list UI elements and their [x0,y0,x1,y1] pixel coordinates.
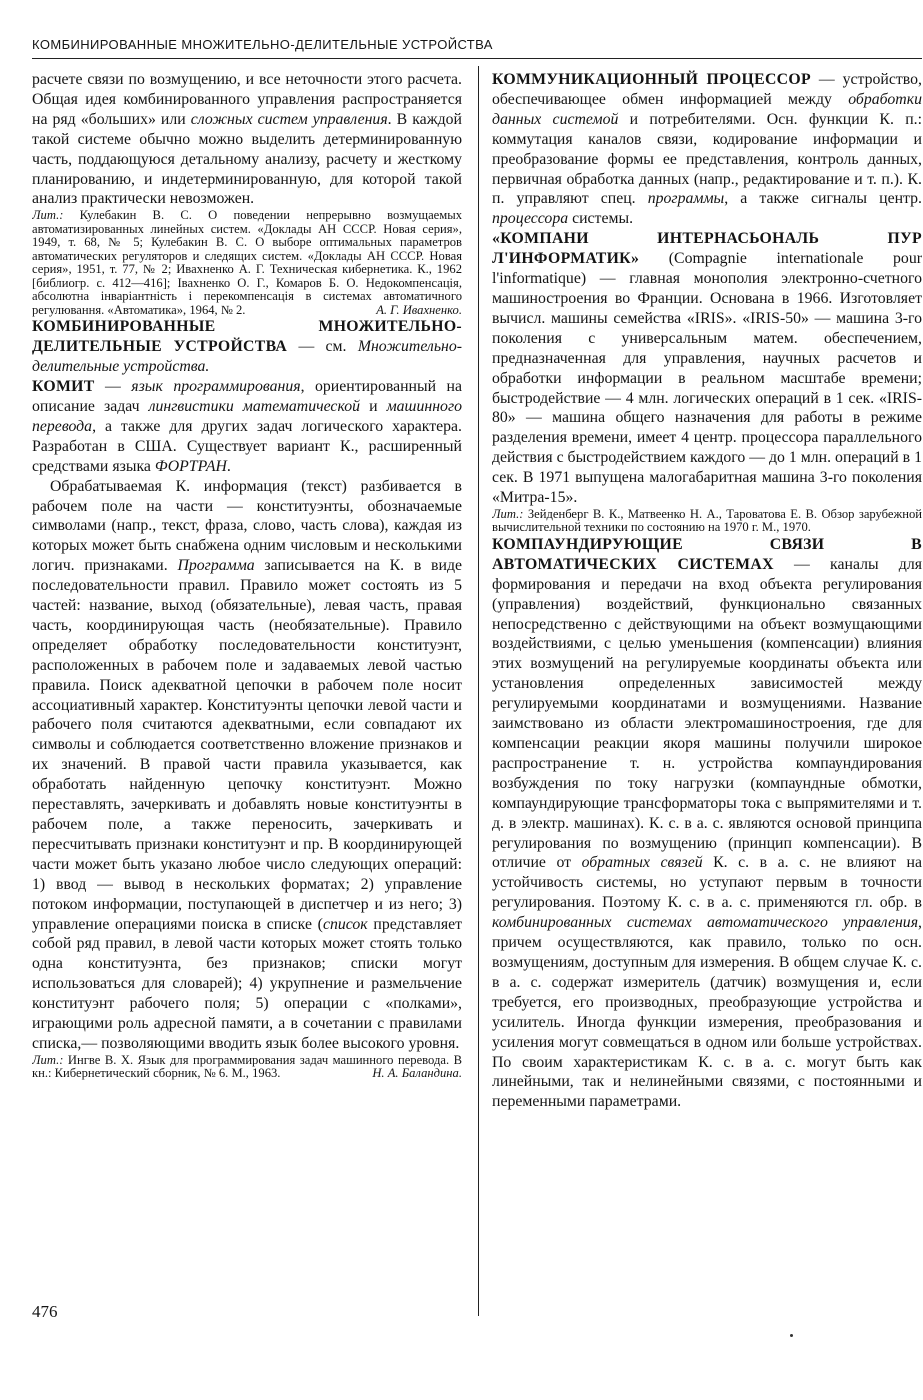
cross-ref: ФОРТРАН [154,457,227,475]
komit-paragraph-2: Обрабатываемая К. информация (текст) разбивается в рабочем поле на части — конституэнты, обозначаемые символами (напр., текст, фраза, слово, часть слова), каждая из которых может быть снабжена одним числовым и несколькими логич. признаками. Программа записывается на К. в виде последовательности правил. Правило может состоять из 5 частей: название, выход (обязательные), левая часть, правая часть, координирующая часть (необязательные). Правило определяет обработку последовательности конституэнт, расположенных в рабочем поле и задаваемых левой частью правила. Поиск адекватной цепочки в рабочем поле носит ассоциативный характер. Конституэнты цепочки левой части и рабочего поля считаются адекватными, если совпадают их символы и соблюдается соответственно вложение признаков и их значений. В правой части правила указывается, как обработать найденную цепочку конституэнт. Можно переставлять, зачеркивать и добавлять новые конституэнты в рабочем поле, а также переносить, зачеркивать и пересчитывать признаки конституэнт и пр. В координирующей части может быть указано любое число следующих операций: 1) ввод — вывод в нескольких форматах; 2) управление потоком информации, поступающей в диспетчер и из него; 3) управление операциями поиска в списке (список представляет собой ряд правил, в левой части которых может стоять только одна конституэнта, без признаков; списки могут использоваться для словарей); 4) укрупнение и размельчение конституэнт рабочего поля; 5) операции с «полками», играющими роль адресной памяти, а в сочетании с правилами списка,— позволяющими вводить язык более высокого уровня. [32,477,462,1052]
headword: КОМИТ [32,378,95,396]
headword: КОМБИНИРОВАННЫЕ МНОЖИТЕЛЬНО-ДЕЛИТЕЛЬНЫЕ УСТРОЙСТВА [32,318,462,356]
headword: «КОМПАНИ ИНТЕРНАСЬОНАЛЬ ПУР Л'ИНФОРМАТИК» [492,230,922,268]
cross-ref: обратных связей [581,854,703,872]
entry-kommunikacionnyi-processor: КОММУНИКАЦИОННЫЙ ПРОЦЕССОР — устройство, обеспечивающее обмен информацией между обработки данных системой и потребителями. Осн. функции К. п.: коммутация каналов связи, кодирование информации и преобразование формы ее представления, контроль данных, первичная обработка данных (напр., редактирование и т. п.). К. п. управляют спец. программы, а также сигналы центр. процессора системы. [492,71,922,228]
literature-block: Лит.: Ингве В. Х. Язык для программирования задач машинного перевода. В кн.: Кибернетический сборник, № 6. М., 1963. Н. А. Баландина. [32,1052,462,1081]
cross-ref: Множительно-делительные устройства. [32,338,462,376]
right-column [492,70,922,1315]
literature-block: Лит.: Кулебакин В. С. О поведении непрерывно возмущаемых автоматизированных линейных систем. «Доклады АН СССР. Новая серия», 1949, т. 68, № 5; Кулебакин В. С. О выборе оптимальных параметров автоматических регуляторов и следящих систем. «Доклады АН СССР. Новая серия», 1951, т. 77, № 2; Ивахненко А. Г. Техническая кибернетика. К., 1962 [библиогр. с. 412—416]; Івахненко О. Г., Комаров Б. О. Недокомпенсація, абсолютна інваріантність і перекомпенсація в системах автоматичного регулювання. «Автоматика», 1964, № 2. А. Г. Ивахненко. [32,208,462,317]
entry-komit: КОМИТ — язык программирования, ориентированный на описание задач лингвистики математической и машинного перевода, а также для других задач логического характера. Разработан в США. Существует вариант К., расширенный средствами языка ФОРТРАН. [32,378,462,475]
cross-ref: программы [647,190,725,208]
literature-block: Лит.: Зейденберг В. К., Матвеенко Н. А., Тароватова Е. В. Обзор зарубежной вычислительной техники по состоянию на 1970 г. М., 1970. [492,506,922,535]
entry-kompaundiruyushchie-svyazi: КОМПАУНДИРУЮЩИЕ СВЯЗИ В АВТОМАТИЧЕСКИХ СИСТЕМАХ — каналы для формирования и передачи на вход объекта регулирования (управления) воздействий, функционально связанных непосредственно с действующими на объект возмущающими воздействиями, с целью уменьшения (компенсации) влияния этих возмущений на регулируемые координаты объекта или установления определенных зависимостей между регулируемыми координатами и возмущениями. Название заимствовано из области электромашиностроения, где для компенсации реакции якоря машины получили широкое распространение т. н. устройства компаундирования возбуждения по току нагрузки (компаундные обмотки, компаундирующие трансформаторы тока с выпрямителями и т. д. в электр. машинах). К. с. в а. с. являются основой принципа регулирования по возмущению (принцип компенсации). В отличие от обратных связей К. с. в а. с. не влияют на устойчивость системы, но уступают первым в точности регулирования. Поэтому К. с. в а. с. применяются гл. обр. в комбинированных системах автоматического управления, причем осуществляются, как правило, только по осн. возмущениям, доступным для измерения. В общем случае К. с. в а. с. содержат измеритель (датчик) возмущения и, если требуется, его производных, преобразующие устройства и усилитель. Иногда функции измерения, преобразования и усиления могут совмещаться в одном или больше устройствах. По своим характеристикам К. с. в а. с. могут быть как линейными, так и нелинейными связями, с постоянными и переменными параметрами. [492,535,922,1111]
cross-ref: список [322,915,368,933]
cross-ref: машинного перевода [32,397,462,435]
author-signature: А. Г. Ивахненко. [376,302,462,317]
cross-ref: лингвистики математической [148,397,361,415]
cross-ref: обработки данных системой [492,90,922,128]
continued-paragraph: расчете связи по возмущению, и все неточности этого расчета. Общая идея комбинированного управления распространяется на ряд «больших» или сложных систем управления. В каждой такой системе обычно можно выделить детерминированную часть, поддающуюся детальному анализу, расчету и жесткому планированию, и индетерминированную, для которой такой анализ практически невозможен. [32,71,462,208]
header-rule [32,58,922,59]
headword: КОМПАУНДИРУЮЩИЕ СВЯЗИ В АВТОМАТИЧЕСКИХ СИСТЕМАХ [492,535,922,573]
running-head: КОМБИНИРОВАННЫЕ МНОЖИТЕЛЬНО-ДЕЛИТЕЛЬНЫЕ УСТРОЙСТВА [32,37,493,52]
entry-cii: «КОМПАНИ ИНТЕРНАСЬОНАЛЬ ПУР Л'ИНФОРМАТИК» (Compagnie internationale pour l'informatique) — главная монополия электронно-счетного машиностроения во Франции. Основана в 1966. Изготовляет вычисл. машины семейства «IRIS». «IRIS-50» — машина 3-го поколения с универсальным матем. обеспечением, предназначенная для управления, научных расчетов и обработки информации в реальном масштабе времени; быстродействие — 4 млн. логических операций в 1 сек. «IRIS-80» — машина общего назначения для работы в режиме разделения времени, имеет 4 центр. процессора параллельного действия с быстродействием каждого — до 1 млн. операций в 1 сек. В 1971 выпущена малогабаритная машина 3-го поколения «Митра-15». [492,230,922,507]
cross-ref: комбинированных системах автоматического управления [492,914,919,932]
page-number: 476 [32,1302,58,1321]
entry-kombinirovannye: КОМБИНИРОВАННЫЕ МНОЖИТЕЛЬНО-ДЕЛИТЕЛЬНЫЕ УСТРОЙСТВА — см. Множительно-делительные устройства. [32,318,462,376]
print-speck [790,1334,793,1337]
column-divider [478,66,479,1316]
cross-ref: процессора [492,210,569,228]
cross-ref: язык программирования [131,378,301,396]
headword: КОММУНИКАЦИОННЫЙ ПРОЦЕССОР [492,71,811,88]
cross-ref: сложных систем управления [190,110,388,128]
author-signature: Н. А. Баландина. [372,1066,462,1081]
cross-ref: Программа [177,557,255,575]
left-column [32,70,462,1315]
